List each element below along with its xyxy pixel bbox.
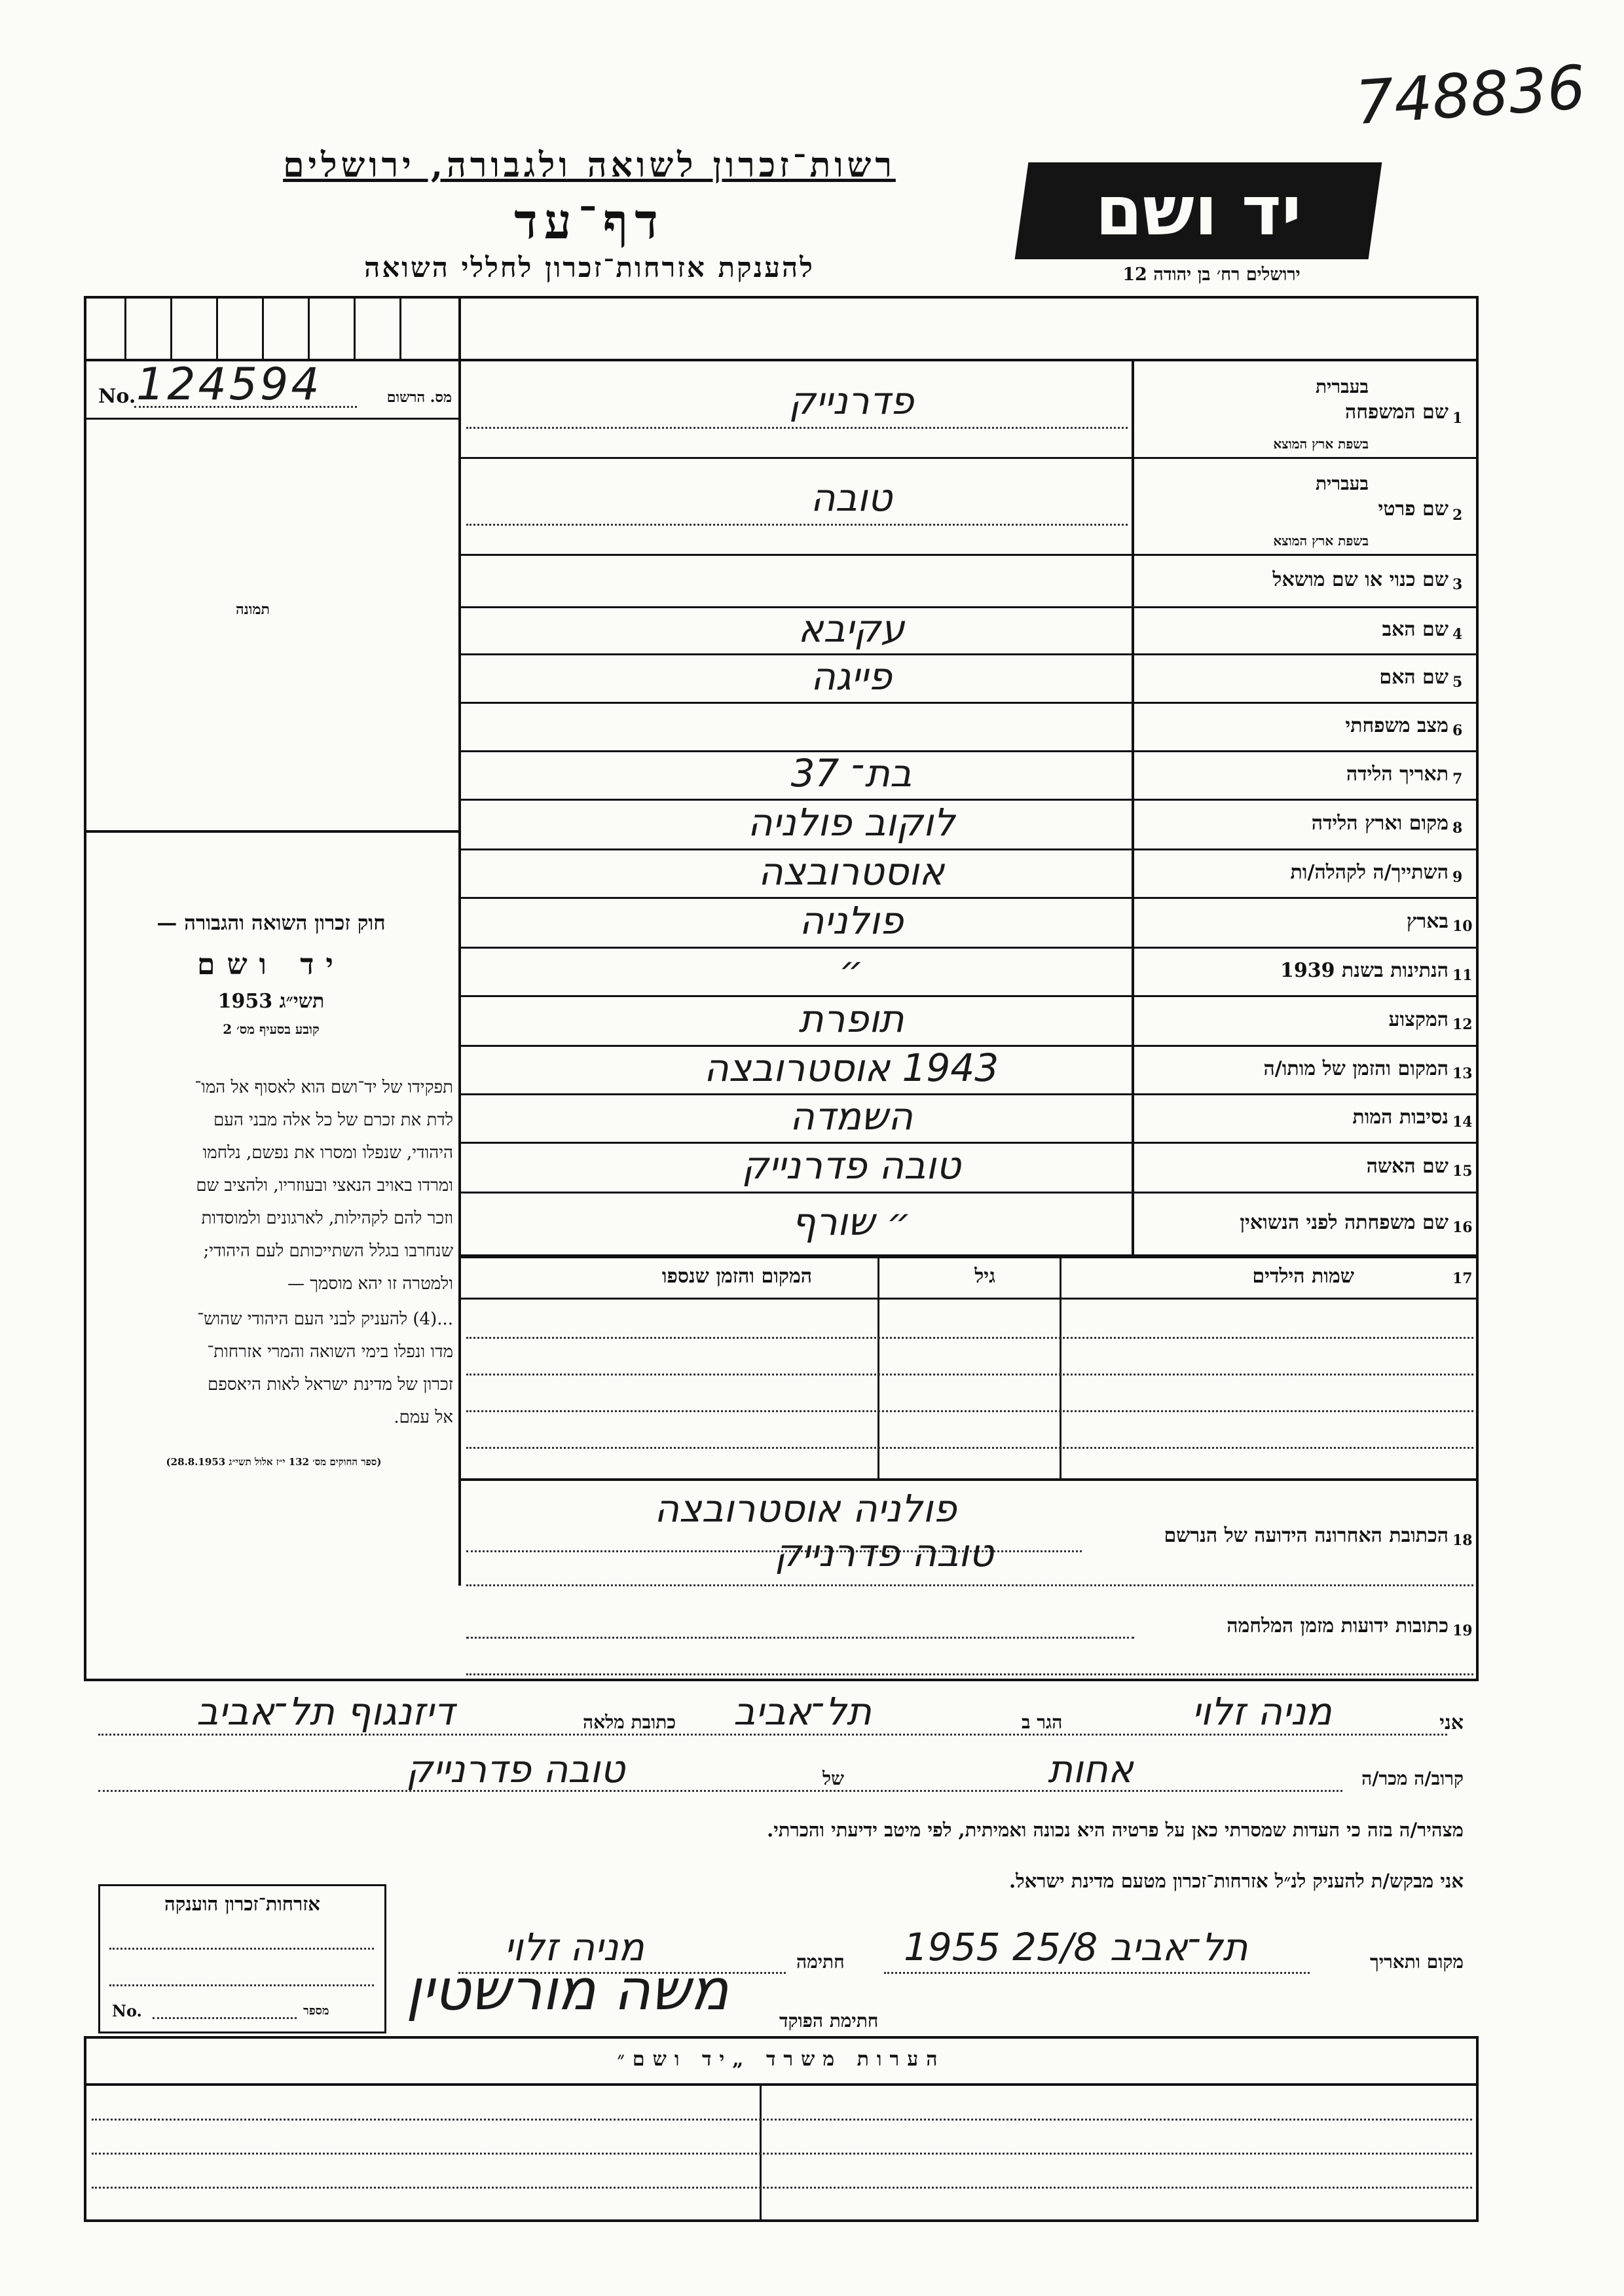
- field-number-15: 15: [1452, 1163, 1473, 1180]
- field-value-10: פולניה: [799, 898, 904, 943]
- field-value-18-line2: טובה פדרנייק: [774, 1531, 994, 1575]
- law-footnote: (ספר החוקים מס׳ 132 י״ז אלול תשי״ג 28.8.1953): [166, 1456, 382, 1468]
- field-sub-1: בשפת ארץ המוצא: [1273, 436, 1369, 452]
- field-value-18: פולניה אוסטרובצה: [654, 1486, 957, 1531]
- field-label-6: מצב משפחתי: [1345, 714, 1449, 737]
- field-number-11: 11: [1452, 967, 1473, 984]
- field-label-8: מקום וארץ הלידה: [1311, 812, 1449, 835]
- law-year-hebrew: תשי״ג: [279, 990, 325, 1013]
- registration-label: מס. הרשום: [386, 389, 452, 406]
- registration-number: 124594: [136, 359, 322, 410]
- field-number-1: 1: [1452, 410, 1463, 427]
- award-box-title: אזרחות־זכרון הוענקה: [164, 1893, 320, 1915]
- relative-label: קרוב/ה מכר/ה: [1361, 1768, 1464, 1789]
- place-date-value: תל־אביב 25/8 1955: [904, 1925, 1248, 1969]
- officer-signature-label: חתימת הפוקד: [779, 2010, 879, 2032]
- law-clause-note: קובע בסעיף מס׳ 2: [223, 1021, 320, 1037]
- field-number-10: 10: [1452, 918, 1473, 935]
- registration-no-label: No.: [98, 385, 136, 408]
- field-in-hebrew-2: בעברית: [1315, 473, 1369, 494]
- field-number-12: 12: [1452, 1016, 1473, 1033]
- award-no-label: No.: [112, 2001, 142, 2020]
- field-number-14: 14: [1452, 1114, 1473, 1131]
- field-label-11: הנתינות בשנת 1939: [1280, 959, 1449, 982]
- law-year: 1953: [217, 990, 273, 1013]
- yad-vashem-logo: [1015, 162, 1382, 259]
- form-title: דף־עד: [514, 194, 665, 250]
- children-col-place: המקום והזמן שנספו: [661, 1265, 812, 1288]
- declarant-ani-label: אני: [1439, 1711, 1464, 1734]
- place-date-label: מקום ותאריך: [1369, 1951, 1464, 1973]
- field-label-3: שם כנוי או שם מושאל: [1272, 568, 1449, 591]
- field-value-7: בת־ 37: [790, 751, 912, 795]
- field-label-13: המקום והזמן של מותו/ה: [1263, 1057, 1449, 1080]
- field-label-5: שם האם: [1379, 666, 1449, 689]
- request-text: אני מבקש/ת להעניק לנ״ל אזרחות־זכרון מטעם מדינת ישראל.: [1009, 1870, 1464, 1892]
- field-value-16: ״ שורף: [791, 1199, 912, 1244]
- law-name: יד ושם: [197, 948, 345, 981]
- law-line: שנחרבו בגלל השתייכותם לעם היהודי;: [203, 1241, 453, 1261]
- declarant-signature: מניה זלוי: [504, 1925, 644, 1969]
- declarant-resides-label: הגר ב: [1022, 1711, 1063, 1733]
- field-number-8: 8: [1452, 820, 1463, 837]
- law-title: חוק זכרון השואה והגבורה —: [157, 911, 386, 935]
- field-number-7: 7: [1452, 771, 1463, 788]
- award-number-label: מספר: [303, 2004, 329, 2018]
- field-number-5: 5: [1452, 674, 1463, 691]
- law-line: אל עמם.: [394, 1408, 453, 1427]
- law-line: תפקידו של יד־ושם הוא לאסוף אל המו־: [194, 1078, 453, 1097]
- field-number-16: 16: [1452, 1219, 1473, 1236]
- field-label-7: תאריך הלידה: [1346, 763, 1449, 786]
- field-number-9: 9: [1452, 869, 1463, 886]
- field-sub-2: בשפת ארץ המוצא: [1273, 533, 1369, 549]
- field-number-4: 4: [1452, 626, 1463, 643]
- law-line: לדת את זכרם של כל אלה מבני העם: [213, 1110, 453, 1130]
- field-label-2: שם פרטי: [1378, 498, 1449, 520]
- photo-label: תמונה: [236, 601, 270, 618]
- field-value-8: לוקוב פולניה: [747, 800, 955, 845]
- form-subtitle: להענקת אזרחות־זכרון לחללי השואה: [364, 251, 815, 283]
- law-year-line: [89, 990, 453, 1013]
- signature-label: חתימה: [796, 1951, 845, 1973]
- law-line: ולמטרה זו יהא מוסמך —: [287, 1274, 453, 1294]
- field-label-15: שם האשה: [1366, 1155, 1449, 1178]
- field-number-17: 17: [1452, 1270, 1473, 1287]
- law-line: ...(4) להעניק לבני העם היהודי שהוש־: [197, 1309, 453, 1329]
- declarant-name: מניה זלוי: [1192, 1689, 1332, 1734]
- field-value-12: תופרת: [798, 996, 904, 1041]
- law-line: מדו ונפלו בימי השואה והמרי אזרחות־: [207, 1342, 453, 1362]
- field-label-12: המקצוע: [1388, 1008, 1449, 1031]
- field-label-19: כתובות ידועות מזמן המלחמה: [1227, 1614, 1449, 1637]
- declarant-full-address: דיזנגוף תל־אביב: [196, 1689, 454, 1734]
- field-number-6: 6: [1452, 722, 1463, 739]
- field-value-14: השמדה: [790, 1094, 913, 1139]
- field-label-10: בארץ: [1406, 910, 1449, 933]
- children-col-age: גיל: [974, 1265, 995, 1288]
- law-line: ומרדו באויב הנאצי ובעוזריו, ולהציב שם: [196, 1176, 453, 1195]
- field-label-16: שם משפחתה לפני הנשואין: [1240, 1211, 1449, 1234]
- field-value-2: טובה: [810, 475, 893, 520]
- institution-address: ירושלים רח׳ בן יהודה 12: [1122, 264, 1301, 285]
- law-clause-4: [94, 1303, 453, 1434]
- field-value-13: 1943 אוסטרובצה: [703, 1046, 999, 1090]
- field-value-15: טובה פדרנייק: [741, 1143, 961, 1188]
- declarant-relation: אחות: [1048, 1747, 1134, 1791]
- field-in-hebrew-1: בעברית: [1315, 376, 1369, 397]
- field-value-1: פדרנייק: [788, 378, 914, 423]
- field-number-13: 13: [1452, 1065, 1473, 1082]
- law-line: וזכר להם לקהילות, לארגונים ולמוסדות: [201, 1209, 453, 1228]
- full-address-label: כתובת מלאה: [583, 1711, 676, 1733]
- award-box: [98, 1884, 386, 2033]
- declaration-text: מצהיר/ה בזה כי העדות שמסרתי כאן על פרטיה היא נכונה ואמיתית, לפי מיטב ידיעתי והכרתי.: [767, 1819, 1464, 1841]
- field-number-2: 2: [1452, 507, 1463, 524]
- of-label: של: [822, 1768, 844, 1789]
- field-label-14: נסיבות המות: [1352, 1106, 1449, 1129]
- field-value-5: פייגה: [811, 654, 892, 699]
- law-paragraph: [94, 1071, 453, 1300]
- field-number-18: 18: [1452, 1532, 1473, 1549]
- law-line: זכרון של מדינת ישראל לאות היאספם: [208, 1375, 453, 1394]
- authority-name: רשות־זכרון לשואה ולגבורה, ירושלים: [283, 145, 896, 185]
- law-line: היהודי, שנפלו ומסרו את נפשם, נלחמו: [202, 1143, 453, 1163]
- serial-number-handwritten: 748836: [1353, 52, 1588, 139]
- officer-signature: משה מורשטין: [406, 1958, 729, 2023]
- field-label-1: שם המשפחה: [1344, 401, 1449, 424]
- of-name: טובה פדרנייק: [406, 1747, 625, 1791]
- field-value-11: ״: [839, 947, 864, 992]
- field-value-4: עקיבא: [798, 606, 905, 651]
- office-notes-title: הערות משרד „יד ושם״: [617, 2048, 946, 2071]
- declarant-city: תל־אביב: [733, 1689, 872, 1734]
- field-label-4: שם האב: [1382, 618, 1449, 641]
- field-value-9: אוסטרובצה: [758, 849, 945, 894]
- field-label-9: השתייך/ה לקהלה/ות: [1290, 861, 1449, 884]
- field-label-18: הכתובת האחרונה הידועה של הנרשם: [1164, 1524, 1449, 1547]
- field-number-3: 3: [1452, 576, 1463, 593]
- logo-text: יד ושם: [1095, 171, 1302, 251]
- field-number-19: 19: [1452, 1622, 1473, 1639]
- children-col-names: שמות הילדים: [1252, 1265, 1354, 1288]
